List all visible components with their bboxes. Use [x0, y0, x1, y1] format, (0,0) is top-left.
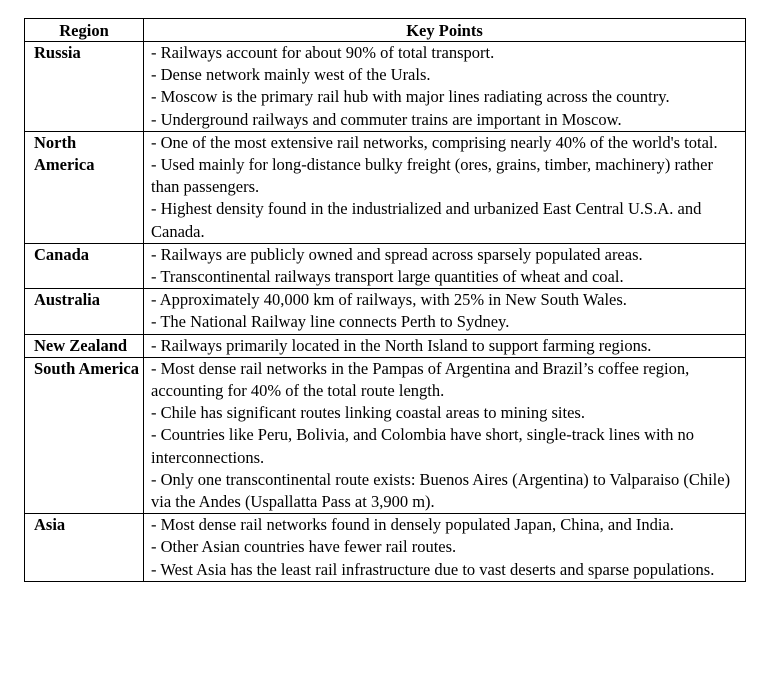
table-row [25, 131, 746, 243]
table-row [25, 243, 746, 288]
key-point: - Most dense rail networks found in densely populated Japan, China, and India. [151, 514, 739, 536]
key-point: - Most dense rail networks in the Pampas of Argentina and Brazil’s coffee region, accounting for 40% of the total route length. [151, 358, 739, 402]
table-row [25, 357, 746, 513]
key-point: - Used mainly for long-distance bulky freight (ores, grains, timber, machinery) rather than passengers. [151, 154, 739, 198]
key-points-cell [144, 42, 746, 132]
railways-table [24, 18, 746, 582]
key-points-cell [144, 334, 746, 357]
key-points-cell [144, 131, 746, 243]
region-cell: Australia [25, 289, 144, 334]
key-point: - The National Railway line connects Perth to Sydney. [151, 311, 739, 333]
table-row [25, 334, 746, 357]
key-point: - Highest density found in the industrialized and urbanized East Central U.S.A. and Canada. [151, 198, 739, 242]
key-point: - Railways are publicly owned and spread across sparsely populated areas. [151, 244, 739, 266]
key-point: - Chile has significant routes linking coastal areas to mining sites. [151, 402, 739, 424]
region-cell: Asia [25, 514, 144, 582]
key-points-cell [144, 514, 746, 582]
region-cell: Russia [25, 42, 144, 132]
table-row [25, 42, 746, 132]
key-point: - Other Asian countries have fewer rail routes. [151, 536, 739, 558]
key-point: - Railways account for about 90% of total transport. [151, 42, 739, 64]
table-row [25, 514, 746, 582]
region-cell: North America [25, 131, 144, 243]
key-points-cell [144, 289, 746, 334]
key-point: - Countries like Peru, Bolivia, and Colombia have short, single-track lines with no interconnections. [151, 424, 739, 468]
key-point: - Approximately 40,000 km of railways, with 25% in New South Wales. [151, 289, 739, 311]
key-points-cell [144, 357, 746, 513]
key-point: - Underground railways and commuter trains are important in Moscow. [151, 109, 739, 131]
header-row [25, 19, 746, 42]
key-point: - Dense network mainly west of the Urals. [151, 64, 739, 86]
key-points-cell [144, 243, 746, 288]
key-point: - Transcontinental railways transport large quantities of wheat and coal. [151, 266, 739, 288]
region-column-header: Region [25, 19, 144, 42]
key-point: - Moscow is the primary rail hub with major lines radiating across the country. [151, 86, 739, 108]
key-points-column-header: Key Points [144, 19, 746, 42]
region-cell: Canada [25, 243, 144, 288]
table-row [25, 289, 746, 334]
key-point: - West Asia has the least rail infrastructure due to vast deserts and sparse populations. [151, 559, 739, 581]
key-point: - Only one transcontinental route exists: Buenos Aires (Argentina) to Valparaiso (Chile) via the Andes (Uspallatta Pass at 3,900 m). [151, 469, 739, 513]
region-cell: New Zealand [25, 334, 144, 357]
key-point: - Railways primarily located in the North Island to support farming regions. [151, 335, 739, 357]
region-cell: South America [25, 357, 144, 513]
key-point: - One of the most extensive rail networks, comprising nearly 40% of the world's total. [151, 132, 739, 154]
